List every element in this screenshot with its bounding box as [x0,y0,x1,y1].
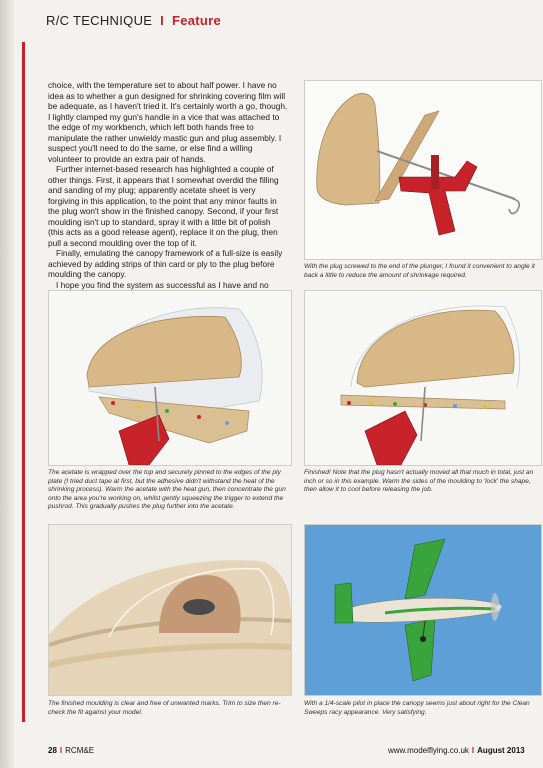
header-divider: I [160,13,165,28]
footer-divider: I [471,746,475,755]
issue-date: August 2013 [477,746,525,755]
section-title: R/C TECHNIQUE [46,13,153,28]
caption-photo1: With the plug screwed to the end of the plunger, I found it convenient to angle it back a little to reduce the amount of shrinkage required. [304,263,535,279]
section-header [46,13,221,28]
footer-divider: I [59,746,63,755]
paragraph: choice, with the temperature set to about half power. I have no idea as to whether a gun designed for shrinking covering film will be adequate, as I haven't tried it. It's certainly worth a go, though. I lightly clamped my gun's handle in a vice that was attached to the edge of my workbench, which left both hands free to manipulate the rather unwieldy mastic gun and plug assembly. I suspect you'll need to do the same, or else find a willing volunteer to provide an extra pair of hands. [48,80,288,164]
caption-photo5: With a 1/4-scale pilot in place the canopy seems just about right for the Clean Sweeps racy appearance. Very satisfying. [304,700,530,716]
paragraph: Further internet-based research has highlighted a couple of other things. First, it appears that I somewhat overdid the filling and sanding of my plug; apparently acetate sheet is very forgiving in this application, to the point that any minor faults in the plug won't show in the finished canopy. Second, if your first moulding isn't up to standard, spray it with a little bit of polish (this acts as a good release agent), replace it on the plug, then pull a second moulding over the top of it. [48,164,279,248]
accent-bar [22,42,25,722]
feature-label: Feature [172,13,222,28]
photo-airplane-flight [304,524,542,696]
footer-right [388,746,525,755]
caption-photo3: Finished! Note that the plug hasn't actually moved all that much in total, just an inch or so in this example. Warm the sides of the moulding to 'lock' the shape, then allow it to cool before releasing the job. [304,469,534,494]
article-body [48,80,288,311]
page-number: 28 [48,746,57,755]
site-url: www.modelflying.co.uk [388,746,469,755]
caption-photo2: The acetate is wrapped over the top and securely pinned to the edges of the ply plate (I tried duct tape at first, but the adhesive didn't withstand the heat of the shrinking process). Warm the acetate with the heat gun, then concentrate the gun onto the area you're working on, whilst gently squeezing the trigger to extend the pushrod. This gradually pushes the plug further into the acetate. [48,469,286,511]
photo-finished-on-plug [304,290,542,466]
photo-plug-on-gun [304,80,542,260]
caption-photo4: The finished moulding is clear and free of unwanted marks. Trim to size then re-check the fit against your model. [48,700,281,716]
photo-acetate-wrapped [48,290,292,466]
magazine-name: RCM&E [65,746,95,755]
paragraph: Finally, emulating the canopy framework of a full-size is easily achieved by adding strips of thin card or ply to the plug before moulding the canopy. [48,248,283,279]
photo-pilot-canopy [48,524,292,696]
paragraph: I hope you find the system as successful as I have and no [56,279,269,290]
footer-left [48,746,94,755]
page-gutter [0,0,14,768]
